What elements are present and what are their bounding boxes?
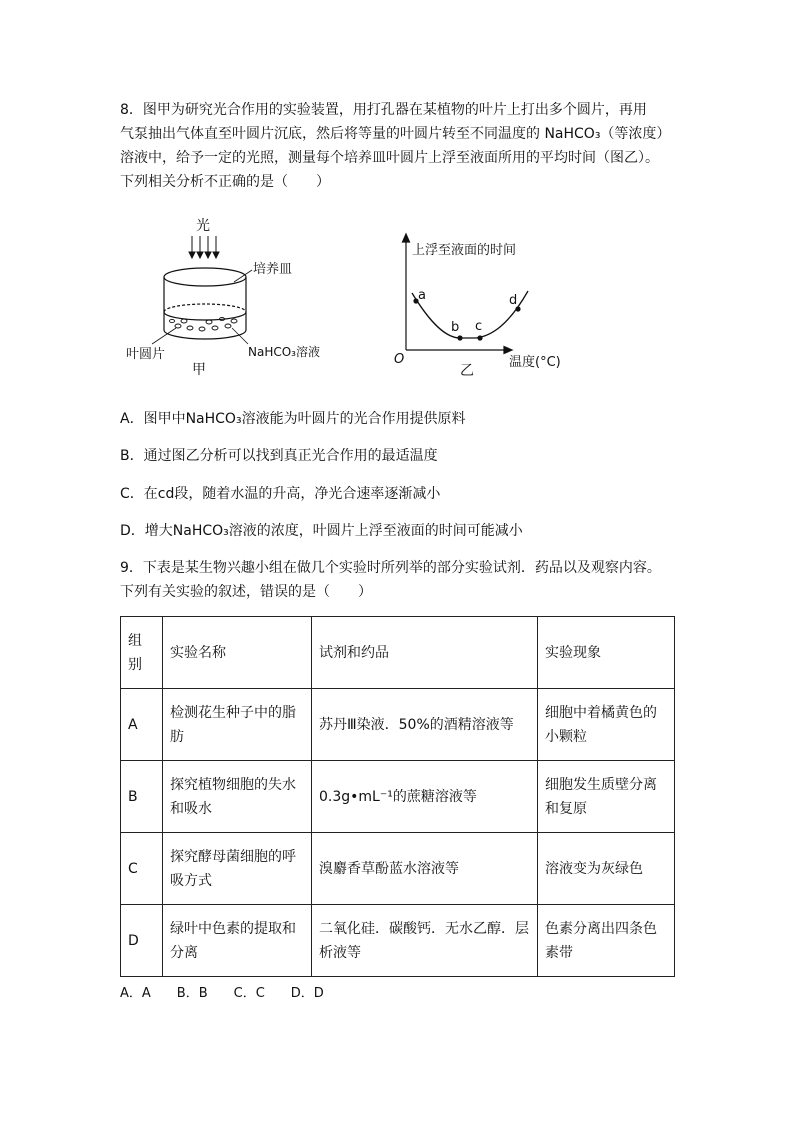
light-label: 光 <box>196 218 210 234</box>
row-d-name: 绿叶中色素的提取和分离 <box>163 905 312 977</box>
table-row <box>121 761 675 833</box>
row-d-result: 色素分离出四条色素带 <box>538 905 675 977</box>
row-c-reagent: 溴麝香草酚蓝水溶液等 <box>312 833 538 905</box>
table-row <box>121 833 675 905</box>
row-a-reagent: 苏丹Ⅲ染液．50%的酒精溶液等 <box>312 689 538 761</box>
figure-jia-caption: 甲 <box>192 362 206 378</box>
q8-option-c: C．在cd段，随着水温的升高，净光合速率逐渐减小 <box>120 486 441 502</box>
figure-jia <box>120 212 360 382</box>
y-axis-label: 上浮至液面的时间 <box>412 243 517 258</box>
row-a-group: A <box>121 689 163 761</box>
q9-line-1: 9．下表是某生物兴趣小组在做几个实验时所列举的部分实验试剂．药品以及观察内容。 <box>120 560 661 576</box>
table-row <box>121 689 675 761</box>
header-group: 组别 <box>121 617 163 689</box>
header-result: 实验现象 <box>538 617 675 689</box>
row-c-group: C <box>121 833 163 905</box>
q8-option-d: D．增大NaHCO₃溶液的浓度，叶圆片上浮至液面的时间可能减小 <box>120 523 523 539</box>
figure-yi-caption: 乙 <box>460 363 474 379</box>
x-axis-label: 温度(°C) <box>509 355 561 370</box>
solution-label: NaHCO₃溶液 <box>248 345 320 359</box>
point-c-label: c <box>475 319 483 334</box>
figure-yi <box>388 228 578 382</box>
q8-line-2: 气泵抽出气体直至叶圆片沉底，然后将等量的叶圆片转至不同温度的 NaHCO₃（等浓度） <box>120 126 671 142</box>
q9-answer-options: A．A B．B C．C D．D <box>120 986 324 1001</box>
point-d-label: d <box>509 293 518 308</box>
q8-line-1: 8．图甲为研究光合作用的实验装置，用打孔器在某植物的叶片上打出多个圆片，再用 <box>120 102 647 118</box>
dish-label: 培养皿 <box>253 262 293 277</box>
row-d-reagent: 二氧化硅．碳酸钙．无水乙醇．层析液等 <box>312 905 538 977</box>
row-c-name: 探究酵母菌细胞的呼吸方式 <box>163 833 312 905</box>
header-name: 实验名称 <box>163 617 312 689</box>
leaf-disc-label: 叶圆片 <box>126 347 166 362</box>
origin-label: O <box>394 352 405 367</box>
question-9-stem <box>120 556 720 604</box>
table-row <box>121 905 675 977</box>
row-c-result: 溶液变为灰绿色 <box>538 833 675 905</box>
row-b-reagent: 0.3g•mL⁻¹的蔗糖溶液等 <box>312 761 538 833</box>
row-d-group: D <box>121 905 163 977</box>
row-a-name: 检测花生种子中的脂肪 <box>163 689 312 761</box>
row-a-result: 细胞中着橘黄色的小颗粒 <box>538 689 675 761</box>
light-arrows-icon <box>189 236 219 258</box>
header-reagent: 试剂和约品 <box>312 617 538 689</box>
q8-line-4: 下列相关分析不正确的是（ ） <box>120 174 330 190</box>
point-c <box>477 335 482 340</box>
point-b-label: b <box>451 320 460 335</box>
table-header-row <box>121 617 675 689</box>
point-b <box>457 335 462 340</box>
experiment-table <box>120 616 675 977</box>
point-a-label: a <box>418 288 426 303</box>
q8-option-b: B．通过图乙分析可以找到真正光合作用的最适温度 <box>120 448 438 464</box>
question-8-stem <box>120 98 690 194</box>
row-b-name: 探究植物细胞的失水和吸水 <box>163 761 312 833</box>
row-b-result: 细胞发生质壁分离和复原 <box>538 761 675 833</box>
q8-option-a: A．图甲中NaHCO₃溶液能为叶圆片的光合作用提供原料 <box>120 411 466 427</box>
row-b-group: B <box>121 761 163 833</box>
q8-line-3: 溶液中，给予一定的光照，测量每个培养皿叶圆片上浮至液面所用的平均时间（图乙）。 <box>120 150 659 166</box>
q9-line-2: 下列有关实验的叙述，错误的是（ ） <box>120 584 372 600</box>
